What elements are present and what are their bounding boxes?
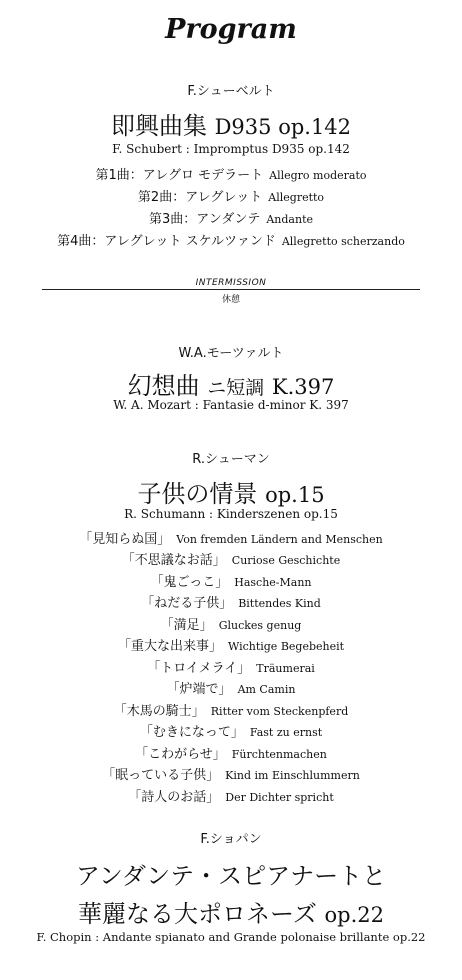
scene-latin: Curiose Geschichte bbox=[231, 554, 341, 567]
work-jp: 子供の情景 bbox=[137, 480, 258, 508]
intermission-divider bbox=[42, 289, 420, 290]
scene-item bbox=[0, 592, 462, 611]
scene-latin: Gluckes genug bbox=[218, 619, 302, 632]
work-title-chopin-line2 bbox=[0, 894, 462, 929]
scene-latin: Kind im Einschlummern bbox=[225, 769, 360, 782]
movement-latin: Andante bbox=[266, 213, 314, 226]
movement-latin: Allegro moderato bbox=[269, 169, 367, 182]
scene-jp: 「詩人のお話」 bbox=[128, 790, 220, 805]
work-jp: 華麗なる大ポロネーズ bbox=[78, 900, 317, 928]
intermission-jp: 休憩 bbox=[221, 295, 240, 305]
movement-item bbox=[0, 208, 462, 227]
scene-jp: 「満足」 bbox=[160, 618, 213, 633]
scene-jp: 「鬼ごっこ」 bbox=[150, 575, 229, 590]
scene-latin: Fast zu ernst bbox=[249, 726, 323, 739]
scene-jp: 「ねだる子供」 bbox=[141, 596, 233, 611]
scene-latin: Am Camin bbox=[237, 683, 296, 696]
movement-jp: 第3曲：アンダンテ bbox=[148, 212, 261, 227]
movement-jp: 第1曲：アレグロ モデラート bbox=[95, 168, 264, 183]
composer-mozart: W.A.モーツァルト bbox=[178, 346, 284, 361]
scene-item bbox=[0, 786, 462, 805]
work-title-chopin-line1: アンダンテ・スピアナートと bbox=[75, 862, 387, 890]
scene-item bbox=[0, 549, 462, 568]
work-jp: 即興曲集 bbox=[110, 112, 207, 140]
scene-latin: Fürchtenmachen bbox=[231, 748, 327, 761]
movement-latin: Allegretto scherzando bbox=[281, 235, 405, 248]
scene-item bbox=[0, 700, 462, 719]
scene-latin: Träumerai bbox=[256, 662, 315, 675]
scene-jp: 「不思議なお話」 bbox=[121, 553, 226, 568]
subtitle-schumann: R. Schumann : Kinderszenen op.15 bbox=[124, 507, 338, 521]
composer-schumann: R.シューマン bbox=[192, 452, 270, 467]
work-latin: op.22 bbox=[324, 903, 384, 927]
scene-latin: Hasche-Mann bbox=[234, 576, 312, 589]
composer-chopin: F.ショパン bbox=[200, 832, 262, 847]
scene-latin: Ritter vom Steckenpferd bbox=[210, 705, 349, 718]
movement-jp: 第2曲：アレグレット bbox=[137, 190, 263, 205]
movement-jp: 第4曲：アレグレット スケルツァンド bbox=[57, 234, 276, 249]
scene-item bbox=[0, 678, 462, 697]
scene-item bbox=[0, 743, 462, 762]
scene-item bbox=[0, 764, 462, 783]
scene-item bbox=[0, 614, 462, 633]
work-latin: D935 op.142 bbox=[214, 115, 352, 139]
subtitle-schubert: F. Schubert : Impromptus D935 op.142 bbox=[112, 142, 350, 156]
composer-schubert: F.シューベルト bbox=[187, 84, 275, 99]
movement-item bbox=[0, 186, 462, 205]
work-title-mozart bbox=[0, 366, 462, 401]
movement-item bbox=[0, 164, 462, 183]
scene-latin: Von fremden Ländern and Menschen bbox=[176, 533, 383, 546]
scene-jp: 「むきになって」 bbox=[139, 725, 244, 740]
subtitle-chopin: F. Chopin : Andante spianato and Grande polonaise brillante op.22 bbox=[36, 930, 426, 944]
scene-item bbox=[0, 657, 462, 676]
scene-item bbox=[0, 571, 462, 590]
subtitle-mozart: W. A. Mozart : Fantasie d-minor K. 397 bbox=[113, 398, 349, 412]
scene-jp: 「トロイメライ」 bbox=[147, 661, 251, 676]
scene-jp: 「こわがらせ」 bbox=[135, 747, 226, 762]
movement-item bbox=[0, 230, 462, 249]
scene-item bbox=[0, 721, 462, 740]
scene-latin: Bittendes Kind bbox=[238, 597, 321, 610]
intermission-label: INTERMISSION bbox=[195, 278, 267, 288]
scene-jp: 「重大な出来事」 bbox=[117, 639, 222, 654]
scene-latin: Wichtige Begebeheit bbox=[227, 640, 345, 653]
work-title-schumann bbox=[0, 474, 462, 509]
scene-jp: 「木馬の騎士」 bbox=[113, 704, 205, 719]
scene-item bbox=[0, 635, 462, 654]
movement-latin: Allegretto bbox=[268, 191, 325, 204]
scene-latin: Der Dichter spricht bbox=[225, 791, 334, 804]
program-title: Program bbox=[165, 14, 297, 45]
scene-jp: 「見知らぬ国」 bbox=[79, 532, 171, 547]
work-latin: op.15 bbox=[265, 483, 325, 507]
scene-jp: 「炉端で」 bbox=[166, 682, 232, 697]
scene-jp: 「眠っている子供」 bbox=[102, 768, 220, 783]
work-latin: K.397 bbox=[271, 375, 335, 399]
work-title-schubert bbox=[0, 106, 462, 141]
work-jp-key: ニ短調 bbox=[207, 377, 265, 399]
work-jp: 幻想曲 bbox=[127, 372, 200, 400]
scene-item bbox=[0, 528, 462, 547]
